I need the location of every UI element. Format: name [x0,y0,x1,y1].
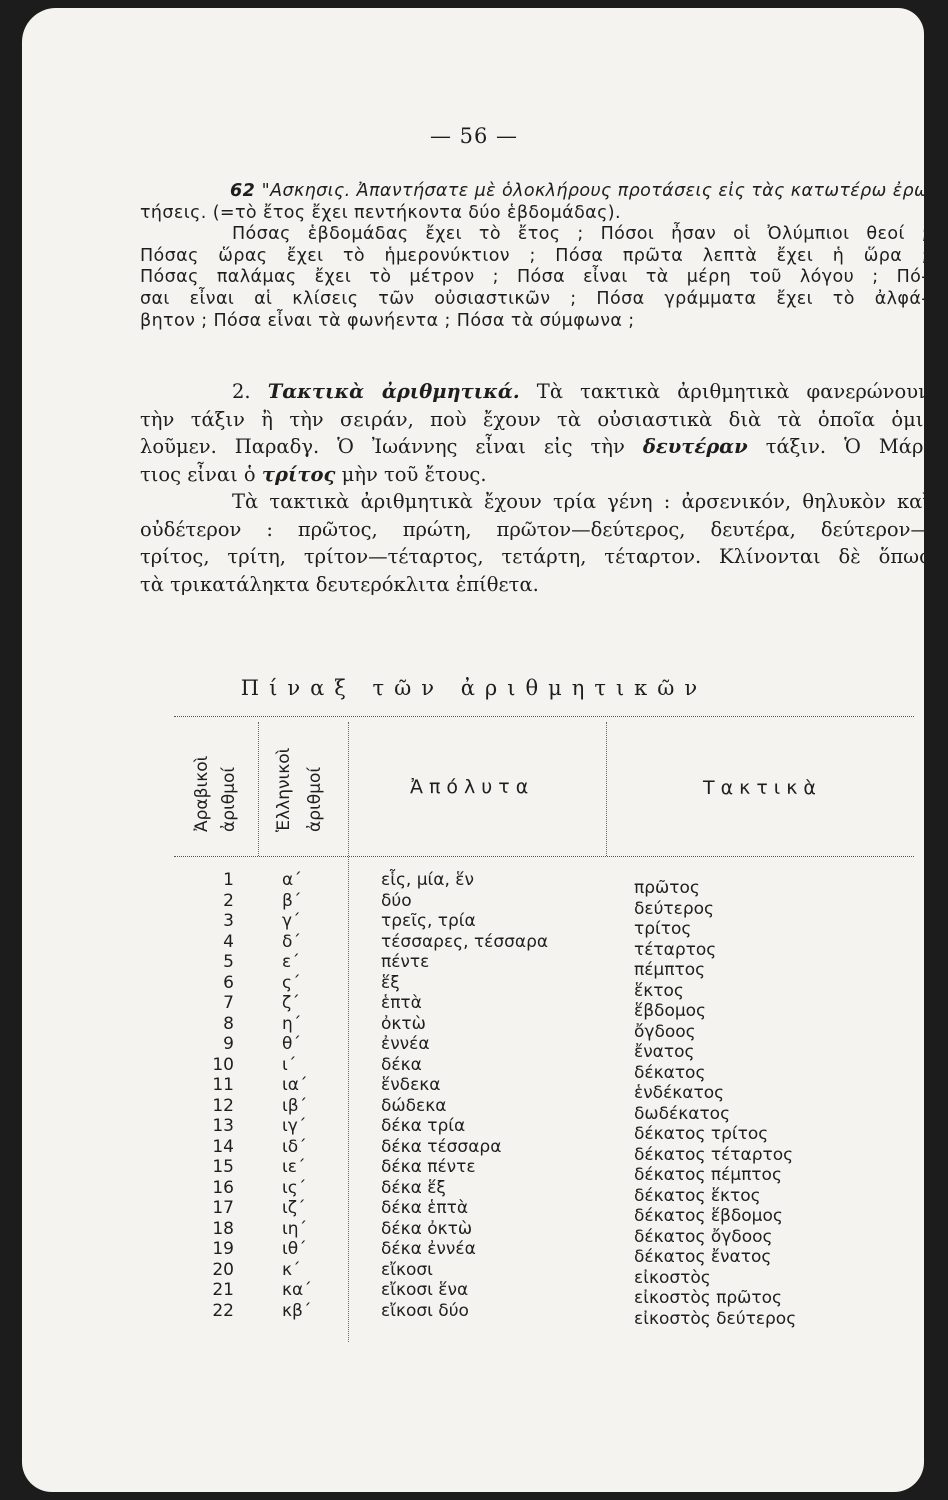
greek-cell: ι΄ [282,1054,297,1075]
greek-cell: ζ΄ [282,993,300,1013]
absolute-cell: δέκα ἕξ [381,1177,446,1198]
absolute-cell: δέκα τέσσαρα [381,1136,502,1157]
absolute-cell: δέκα πέντε [381,1157,476,1177]
ordinal-cell: εἰκοστὸς δεύτερος [634,1308,797,1329]
arabic-cell: 14 [212,1136,234,1157]
header-greek-2: ἀριθμοί [305,766,325,832]
arabic-cell: 12 [212,1095,234,1116]
exercise-62 [140,181,936,332]
greek-cell: κβ΄ [282,1300,312,1321]
ordinal-cell: πρῶτος [634,878,700,898]
greek-cell: ς΄ [282,972,301,993]
arabic-cell: 17 [212,1198,234,1218]
header-arabic-1: Ἀραβικοὶ [192,755,212,832]
table-top-rule [174,716,914,717]
column-divider [258,722,259,856]
header-absolute: Ἀπόλυτα [410,776,535,798]
section-line: οὐδέτερον : πρῶτος, πρώτη, πρῶτον—δεύτερος, δευτέρα, δεύτερον— [140,517,930,541]
ordinal-cell: ἕκτος [634,980,684,1001]
absolute-cell: ἕνδεκα [381,1075,441,1095]
absolute-cell: δέκα τρία [381,1116,466,1136]
ordinal-cell: δεύτερος [634,898,715,919]
section-line: τρίτος, τρίτη, τρίτον—τέταρτος, τετάρτη, τέταρτον. Κλίνονται δὲ ὅπως [140,545,930,568]
greek-cell: ιβ΄ [282,1095,308,1116]
section-line: Τὰ τακτικὰ ἀριθμητικὰ ἔχουν τρία γένη : ἀρσενικόν, θηλυκὸν καὶ [232,490,930,513]
ordinal-cell: δέκατος ὄγδοος [634,1226,773,1247]
arabic-cell: 13 [212,1116,234,1136]
section-ordinals [140,378,930,598]
greek-cell: ια΄ [282,1075,308,1095]
arabic-cell: 16 [212,1177,234,1198]
arabic-cell: 21 [212,1280,234,1300]
absolute-cell: δύο [381,890,412,911]
greek-cell: α΄ [282,870,302,890]
ordinal-numerals-column [634,878,904,1329]
section-line: τὴν τάξιν ἢ τὴν σειράν, ποὺ ἔχουν τὰ οὐσιαστικὰ διὰ τὰ ὁποῖα ὁμι- [140,407,930,431]
absolute-cell: εἷς, μία, ἕν [381,870,474,890]
absolute-numerals-column [381,870,611,1321]
absolute-cell: δέκα ἐννέα [381,1239,476,1259]
arabic-cell: 6 [223,972,234,993]
arabic-cell: 8 [223,1013,234,1034]
header-arabic-2: ἀριθμοί [219,766,239,832]
header-ordinal: Τακτικὰ [703,777,822,799]
ordinal-cell: εἰκοστὸς πρῶτος [634,1288,783,1308]
arabic-cell: 7 [223,993,234,1013]
greek-cell: ιη΄ [282,1218,308,1239]
section-heading: Τακτικὰ ἀριθμητικά. [267,380,520,403]
arabic-cell: 1 [223,870,234,890]
greek-cell: ις΄ [282,1177,307,1198]
ordinal-cell: ἑνδέκατος [634,1083,725,1103]
arabic-cell: 2 [223,890,234,911]
greek-cell: κα΄ [282,1280,312,1300]
arabic-cell: 22 [212,1300,234,1321]
arabic-cell: 10 [212,1054,234,1075]
ordinal-cell: δέκατος τρίτος [634,1124,769,1144]
exercise-line: τήσεις. (=τὸ ἔτος ἔχει πεντήκοντα δύο ἑβδομάδας). [140,202,621,223]
absolute-cell: δέκα ἑπτὰ [381,1198,469,1218]
exercise-line: σαι εἶναι αἱ κλίσεις τῶν οὐσιαστικῶν ; Πόσα γράμματα ἔχει τὸ ἀλφά- [140,288,928,309]
arabic-cell: 3 [223,911,234,931]
ordinal-cell: δέκατος ἔνατος [634,1247,772,1267]
greek-cell: ε΄ [282,952,300,972]
column-divider [348,722,349,1342]
greek-cell: ιε΄ [282,1157,306,1177]
section-line: 2. Τακτικὰ ἀριθμητικά. Τὰ τακτικὰ ἀριθμητικὰ φανερώνουν [232,380,930,403]
absolute-cell: ἐννέα [381,1034,430,1054]
ordinal-cell: ἕβδομος [634,1001,707,1021]
ordinal-cell: δέκατος ἕκτος [634,1185,761,1206]
absolute-cell: ἑπτὰ [381,993,422,1013]
ordinal-cell: δέκατος πέμπτος [634,1165,782,1185]
greek-cell: θ΄ [282,1034,301,1054]
header-greek-1: Ἑλληνικοὶ [274,747,294,832]
absolute-cell: πέντε [381,952,430,972]
absolute-cell: τρεῖς, τρία [381,911,476,931]
ordinal-cell: δωδέκατος [634,1103,731,1124]
ordinal-cell: πέμπτος [634,960,706,980]
arabic-cell: 19 [212,1239,234,1259]
exercise-line: Πόσας ἑβδομάδας ἔχει τὸ ἔτος ; Πόσοι ἦσαν οἱ Ὀλύμπιοι θεοί ; [232,224,928,245]
section-line: τὰ τρικατάληκτα δευτερόκλιτα ἐπίθετα. [140,572,539,596]
table-header-rule [174,856,914,857]
absolute-cell: ἕξ [381,972,400,993]
absolute-cell: εἴκοσι ἕνα [381,1280,469,1300]
absolute-cell: δώδεκα [381,1095,447,1116]
arabic-cell: 15 [212,1157,234,1177]
greek-cell: κ΄ [282,1259,301,1280]
absolute-cell: ὀκτὼ [381,1013,426,1034]
arabic-cell: 20 [212,1259,234,1280]
exercise-line: Πόσας ὥρας ἔχει τὸ ἡμερονύκτιον ; Πόσα πρῶτα λεπτὰ ἔχει ἡ ὥρα ; [140,245,928,266]
exercise-line: βητον ; Πόσα εἶναι τὰ φωνήεντα ; Πόσα τὰ σύμφωνα ; [140,310,635,331]
greek-cell: ιθ΄ [282,1239,307,1259]
ordinal-cell: τέταρτος [634,939,717,960]
exercise-line: Πόσας παλάμας ἔχει τὸ μέτρον ; Πόσα εἶναι τὰ μέρη τοῦ λόγου ; Πό- [140,267,928,288]
ordinal-cell: δέκατος ἕβδομος [634,1206,783,1226]
arabic-cell: 5 [223,952,234,972]
greek-cell: β΄ [282,890,302,911]
exercise-line: 62 "Ασκησις. Ἀπαντήσατε μὲ ὁλοκλήρους προτάσεις εἰς τὰς κατωτέρω ἐρω- [230,181,936,201]
absolute-cell: εἴκοσι [381,1259,433,1280]
greek-cell: γ΄ [282,911,301,931]
greek-cell: ιδ΄ [282,1136,307,1157]
absolute-cell: εἴκοσι δύο [381,1300,469,1321]
section-line: λοῦμεν. Παραδγ. Ὁ Ἰωάννης εἶναι εἰς τὴν δευτέραν τάξιν. Ὁ Μάρ- [140,435,931,458]
ordinal-cell: ὄγδοος [634,1021,696,1042]
absolute-cell: δέκα ὀκτὼ [381,1218,473,1239]
arabic-cell: 4 [223,931,234,952]
greek-cell: ιγ΄ [282,1116,307,1136]
ordinal-cell: τρίτος [634,919,692,939]
greek-cell: δ΄ [282,931,301,952]
section-line: τιος εἶναι ὁ τρίτος μὴν τοῦ ἔτους. [140,462,487,486]
greek-numerals-column [282,870,342,1321]
arabic-cell: 9 [223,1034,234,1054]
ordinal-cell: ἔνατος [634,1042,695,1062]
arabic-cell: 18 [212,1218,234,1239]
greek-cell: ιζ΄ [282,1198,306,1218]
absolute-cell: τέσσαρες, τέσσαρα [381,931,549,952]
absolute-cell: δέκα [381,1054,422,1075]
arabic-numerals-column [190,870,234,1321]
ordinal-cell: εἰκοστὸς [634,1267,711,1288]
ordinal-cell: δέκατος τέταρτος [634,1144,794,1165]
table-title: Πίναξ τῶν ἀριθμητικῶν [240,676,708,700]
page-number: — 56 — [429,124,519,148]
arabic-cell: 11 [212,1075,234,1095]
column-divider [606,722,607,856]
ordinal-cell: δέκατος [634,1062,706,1083]
greek-cell: η΄ [282,1013,302,1034]
